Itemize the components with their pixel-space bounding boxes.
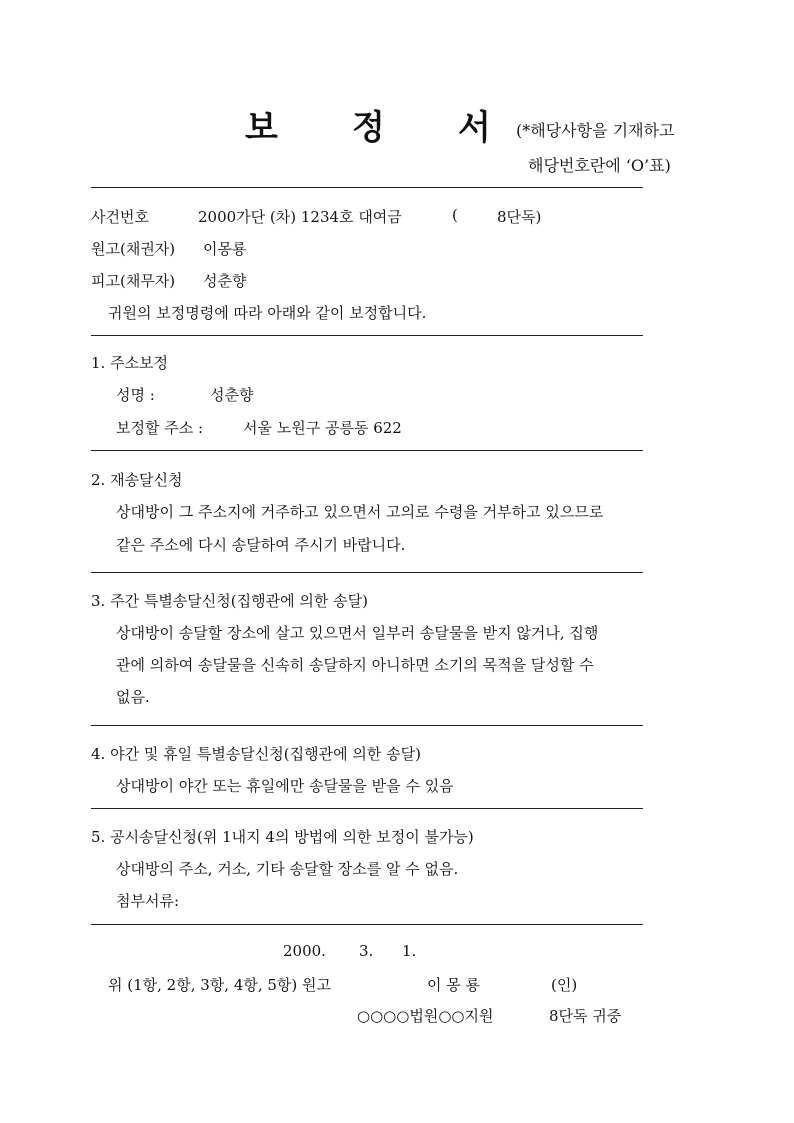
signature-prefix: 위 (1항, 2항, 3항, 4항, 5항) 원고 — [108, 976, 332, 994]
addressee: 8단독 귀중 — [549, 1007, 622, 1025]
divider — [91, 924, 643, 925]
plaintiff-label: 원고(채권자) — [91, 240, 176, 258]
section-1-name-label: 성명 : — [116, 386, 155, 404]
case-paren-open: ( — [452, 206, 458, 224]
section-4-title: 4. 야간 및 휴일 특별송달신청(집행관에 의한 송달) — [91, 745, 421, 763]
date-month: 3. — [359, 942, 374, 960]
section-1-address-value: 서울 노원구 공릉동 622 — [243, 419, 402, 437]
section-2-title: 2. 재송달신청 — [91, 471, 183, 489]
divider — [91, 450, 643, 451]
section-1-title: 1. 주소보정 — [91, 354, 169, 372]
signature-name: 이 몽 룡 — [427, 976, 481, 994]
section-2-line-2: 같은 주소에 다시 송달하여 주시기 바랍니다. — [116, 536, 406, 554]
attachments-label: 첨부서류: — [116, 892, 180, 910]
date-year: 2000. — [283, 942, 326, 960]
section-5-title: 5. 공시송달신청(위 1내지 4의 방법에 의한 보정이 불가능) — [91, 828, 474, 846]
case-department: 8단독) — [497, 208, 542, 226]
court-name: ○○○○법원○○지원 — [357, 1007, 494, 1025]
section-2-line-1: 상대방이 그 주소지에 거주하고 있으면서 고의로 수령을 거부하고 있으므로 — [116, 503, 604, 521]
section-1-address-label: 보정할 주소 : — [116, 419, 204, 437]
section-5-line-1: 상대방의 주소, 거소, 기타 송달할 장소를 알 수 없음. — [116, 860, 459, 878]
divider — [91, 808, 643, 809]
section-3-line-2: 관에 의하여 송달물을 신속히 송달하지 아니하면 소기의 목적을 달성할 수 — [116, 656, 594, 674]
case-number-value: 2000가단 (차) 1234호 대여금 — [198, 208, 402, 226]
instruction-note-line2: 해당번호란에 ‘O’표) — [528, 156, 671, 175]
plaintiff-name: 이몽룡 — [203, 240, 247, 258]
seal-mark: (인) — [551, 976, 578, 994]
title-char-1: 보 — [245, 108, 278, 148]
instruction-note-line1: (*해당사항을 기재하고 — [516, 121, 675, 140]
divider — [91, 335, 643, 336]
section-3-title: 3. 주간 특별송달신청(집행관에 의한 송달) — [91, 592, 368, 610]
section-3-line-1: 상대방이 송달할 장소에 살고 있으면서 일부러 송달물을 받지 않거나, 집행 — [116, 624, 599, 642]
section-1-name-value: 성춘향 — [210, 386, 254, 404]
date-day: 1. — [402, 942, 417, 960]
divider — [91, 572, 643, 573]
case-number-label: 사건번호 — [91, 208, 149, 226]
title-char-2: 정 — [352, 108, 385, 148]
intro-statement: 귀원의 보정명령에 따라 아래와 같이 보정합니다. — [108, 304, 427, 322]
divider — [91, 187, 643, 188]
title-char-3: 서 — [458, 108, 491, 148]
defendant-label: 피고(채무자) — [91, 272, 176, 290]
section-3-line-3: 없음. — [116, 688, 150, 706]
defendant-name: 성춘향 — [203, 272, 247, 290]
divider — [91, 725, 643, 726]
section-4-line-1: 상대방이 야간 또는 휴일에만 송달물을 받을 수 있음 — [116, 777, 454, 795]
